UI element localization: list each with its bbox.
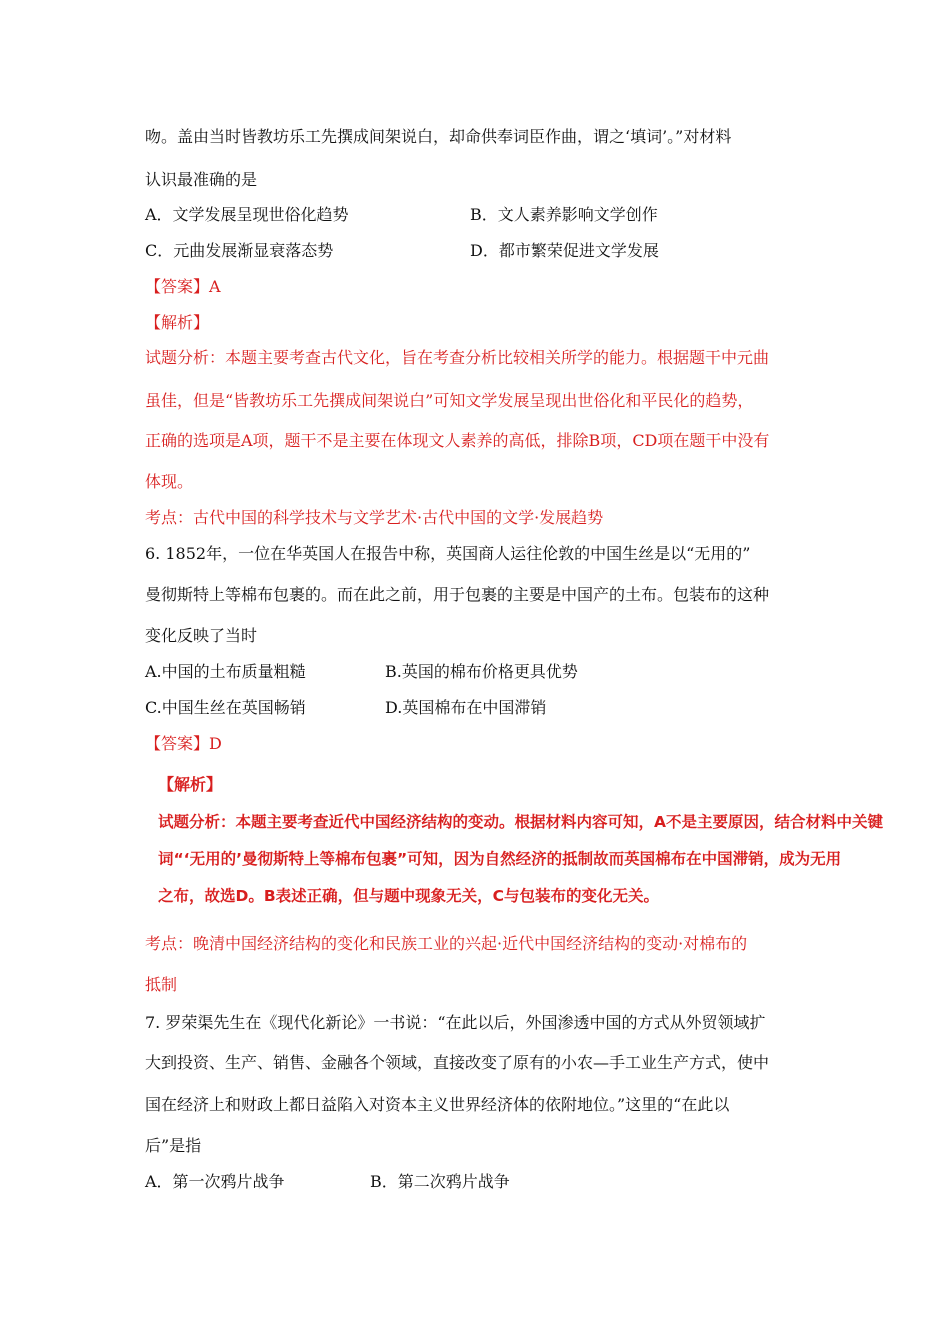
q5-stem-line-2: 认识最准确的是 xyxy=(145,170,258,189)
q7-stem-line-1: 7. 罗荣渠先生在《现代化新论》一书说：“在此以后，外国渗透中国的方式从外贸领域扩 xyxy=(145,1013,766,1032)
q6-option-c: C.中国生丝在英国畅销 xyxy=(145,698,306,717)
q6-answer: 【答案】D xyxy=(145,734,222,753)
q6-analysis-line-1: 试题分析：本题主要考查近代中国经济结构的变动。根据材料内容可知，A不是主要原因，结合材料中关键 xyxy=(158,813,883,831)
q6-analysis-line-2: 词“‘无用的’曼彻斯特上等棉布包裹”可知，因为自然经济的抵制故而英国棉布在中国滞销，成为无用 xyxy=(158,850,842,868)
q6-point-line-1: 考点：晚清中国经济结构的变化和民族工业的兴起·近代中国经济结构的变动·对棉布的 xyxy=(145,934,748,953)
q5-analysis-label: 【解析】 xyxy=(145,313,210,332)
q5-option-b: B．文人素养影响文学创作 xyxy=(470,205,658,224)
q5-option-c: C．元曲发展渐显衰落态势 xyxy=(145,241,334,260)
q7-stem-line-2: 大到投资、生产、销售、金融各个领域，直接改变了原有的小农—手工业生产方式，使中 xyxy=(145,1053,770,1072)
q7-stem-line-3: 国在经济上和财政上都日益陷入对资本主义世界经济体的依附地位。”这里的“在此以 xyxy=(145,1095,730,1114)
q6-analysis-line-3: 之布，故选D。B表述正确，但与题中现象无关，C与包装布的变化无关。 xyxy=(158,887,660,905)
q7-option-a: A．第一次鸦片战争 xyxy=(145,1172,285,1191)
q7-stem-line-4: 后”是指 xyxy=(145,1136,202,1155)
q6-point-line-2: 抵制 xyxy=(145,975,178,994)
q6-analysis-label: 【解析】 xyxy=(158,775,223,794)
q5-analysis-line-3: 正确的选项是A项，题干不是主要在体现文人素养的高低，排除B项，CD项在题干中没有 xyxy=(145,431,770,450)
q5-option-a: A．文学发展呈现世俗化趋势 xyxy=(145,205,349,224)
q7-option-b: B．第二次鸦片战争 xyxy=(370,1172,510,1191)
q5-analysis-line-4: 体现。 xyxy=(145,472,194,491)
q6-option-d: D.英国棉布在中国滞销 xyxy=(385,698,547,717)
q5-option-d: D．都市繁荣促进文学发展 xyxy=(470,241,659,260)
q6-stem-line-2: 曼彻斯特上等棉布包裹的。而在此之前，用于包裹的主要是中国产的土布。包装布的这种 xyxy=(145,585,770,604)
q6-option-b: B.英国的棉布价格更具优势 xyxy=(385,662,578,681)
q5-stem-line-1: 吻。盖由当时皆教坊乐工先撰成间架说白，却命供奉词臣作曲，谓之‘填词’。”对材料 xyxy=(145,127,732,146)
q6-stem-line-1: 6. 1852年，一位在华英国人在报告中称，英国商人运往伦敦的中国生丝是以“无用的” xyxy=(145,544,751,563)
q6-stem-line-3: 变化反映了当时 xyxy=(145,626,258,645)
q5-point: 考点：古代中国的科学技术与文学艺术·古代中国的文学·发展趋势 xyxy=(145,508,604,527)
q5-analysis-line-1: 试题分析：本题主要考查古代文化，旨在考查分析比较相关所学的能力。根据题干中元曲 xyxy=(145,348,770,367)
q5-analysis-line-2: 虽佳，但是“皆教坊乐工先撰成间架说白”可知文学发展呈现出世俗化和平民化的趋势， xyxy=(145,391,754,410)
q6-option-a: A.中国的土布质量粗糙 xyxy=(145,662,306,681)
q5-answer: 【答案】A xyxy=(145,277,221,296)
